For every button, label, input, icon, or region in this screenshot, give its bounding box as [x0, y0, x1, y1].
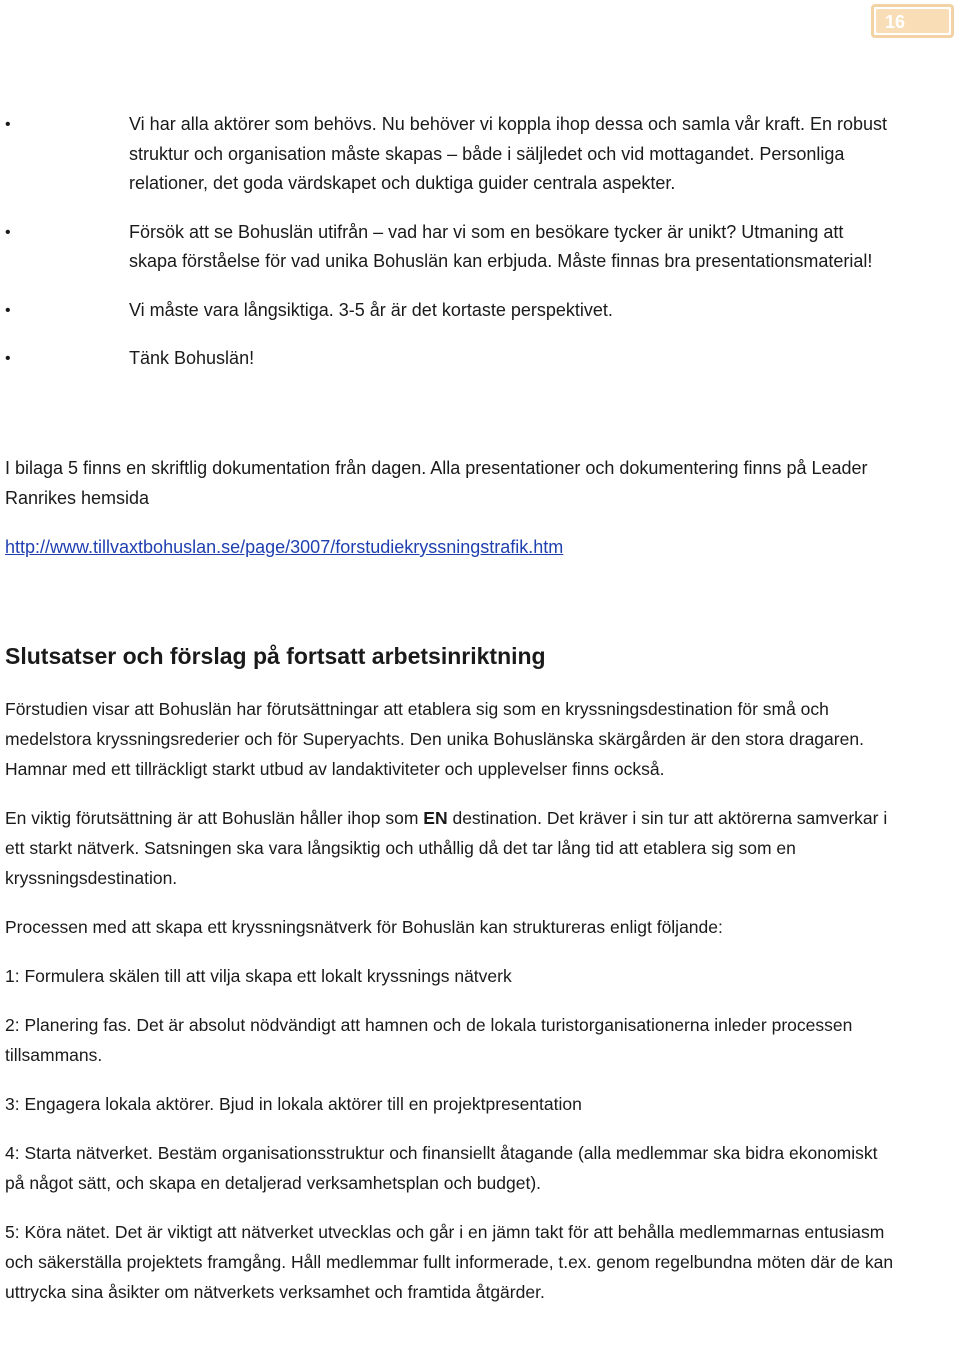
paragraph-2-start: En viktig förutsättning är att Bohuslän håller ihop som [5, 808, 424, 828]
bullet-list [0, 110, 960, 393]
bullet-text: Försök att se Bohuslän utifrån – vad har vi som en besökare tycker är unikt? Utmaning att skapa förståelse för vad unika Bohuslän kan erbjuda. Måste finnas bra presentationsmaterial! [129, 221, 873, 271]
bullet-text: Vi har alla aktörer som behövs. Nu behöver vi koppla ihop dessa och samla vår kraft. En robust struktur och organisation måste skapas – både i säljledet och vid mottagandet. Personliga relationer, det goda värdskapet och duktiga guider centrala aspekter. [129, 114, 888, 193]
website-link[interactable]: http://www.tillvaxtbohuslan.se/page/3007/forstudiekryssningstrafik.htm [5, 537, 564, 557]
paragraph-2-emphasis: EN [423, 808, 448, 828]
bullet-dot: • [5, 223, 11, 241]
bullet-dot: • [5, 116, 11, 133]
page-number-badge [871, 4, 954, 38]
page-number: 16 [876, 9, 949, 33]
bullet-item [0, 110, 889, 199]
bullet-item [0, 218, 889, 277]
step-5: 5: Köra nätet. Det är viktigt att nätverket utvecklas och går i en jämn takt för att behålla medlemmarnas entusiasm och säkerställa projektets framgång. Håll medlemmar fullt informerade, t.ex. genom regelbundna möten där de kan uttrycka sina åsikter om nätverkets verksamhet och framtida åtgärder. [5, 1222, 894, 1302]
section-body [5, 694, 895, 1326]
paragraph-3: Processen med att skapa ett kryssningsnätverk för Bohuslän kan struktureras enligt följande: [5, 917, 723, 937]
bullet-text: Tänk Bohuslän! [129, 348, 255, 368]
section-heading: Slutsatser och förslag på fortsatt arbetsinriktning [5, 643, 546, 669]
step-3: 3: Engagera lokala aktörer. Bjud in lokala aktörer till en projektpresentation [5, 1094, 582, 1114]
step-2: 2: Planering fas. Det är absolut nödvändigt att hamnen och de lokala turistorganisationerna inleder processen tillsammans. [5, 1015, 853, 1065]
paragraph-1: Förstudien visar att Bohuslän har förutsättningar att etablera sig som en kryssningsdestination för små och medelstora kryssningsrederier och för Superyachts. Den unika Bohuslänska skärgården är den stora dragaren. Hamnar med ett tillräckligt starkt utbud av landaktiviteter och upplevelser finns också. [5, 699, 864, 779]
step-1: 1: Formulera skälen till att vilja skapa ett lokalt kryssnings nätverk [5, 966, 512, 986]
bullet-text: Vi måste vara långsiktiga. 3-5 år är det kortaste perspektivet. [129, 299, 613, 320]
appendix-note: I bilaga 5 finns en skriftlig dokumentation från dagen. Alla presentationer och dokumentering finns på Leader Ranrikes hemsida [5, 458, 868, 508]
bullet-item [0, 296, 889, 326]
step-4: 4: Starta nätverket. Bestäm organisationsstruktur och finansiellt åtagande (alla medlemmar ska bidra ekonomiskt på något sätt, och skapa en detaljerad verksamhetsplan och budget). [5, 1143, 878, 1193]
bullet-dot: • [5, 301, 11, 319]
bullet-dot: • [5, 350, 11, 367]
paragraph-2 [5, 803, 895, 893]
link-line [5, 533, 905, 563]
bullet-item [0, 344, 889, 374]
paragraph-2-end: destination. Det kräver i sin tur att aktörerna samverkar i ett starkt nätverk. Satsningen ska vara långsiktig och uthållig då det tar lång tid att etablera sig som en kryssningsdestination. [5, 808, 888, 888]
